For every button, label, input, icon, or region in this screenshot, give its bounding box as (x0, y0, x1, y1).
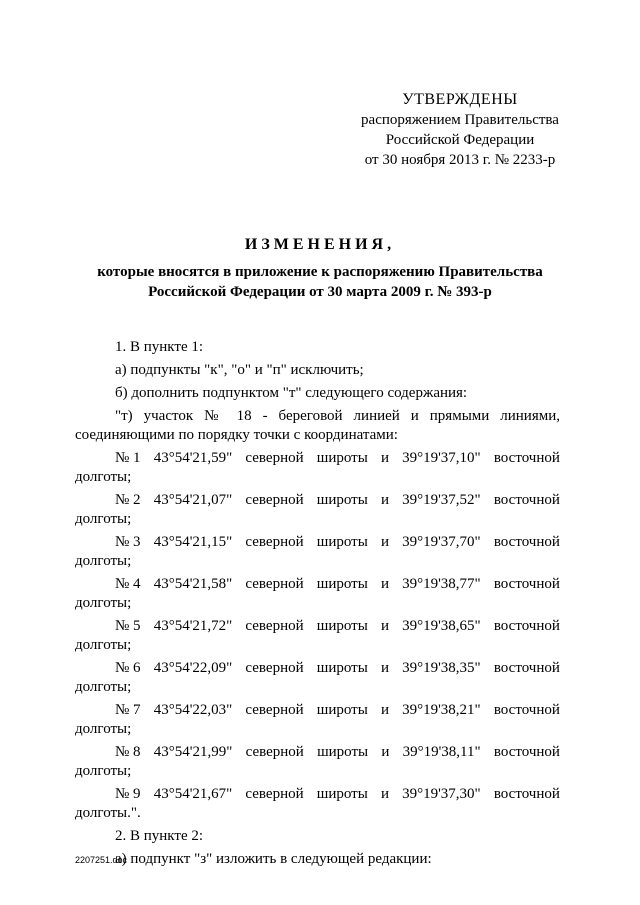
latitude: 43°54'21,07" (153, 492, 233, 508)
word-north: северной (245, 744, 304, 760)
word-north: северной (245, 450, 304, 466)
coordinate-row (75, 659, 560, 697)
word-latitude: широты (316, 786, 368, 802)
coordinate-row (75, 533, 560, 571)
coordinate-tail: долготы; (75, 469, 132, 485)
coordinate-tail: долготы; (75, 637, 132, 653)
word-and: и (380, 492, 389, 508)
word-latitude: широты (316, 618, 368, 634)
point-number: № 2 (115, 492, 141, 508)
paragraph: а) подпункты "к", "о" и "п" исключить; (115, 362, 364, 378)
word-north: северной (245, 702, 304, 718)
coordinate-row (75, 575, 560, 613)
word-latitude: широты (316, 576, 368, 592)
latitude: 43°54'21,59" (153, 450, 233, 466)
word-and: и (380, 660, 389, 676)
latitude: 43°54'22,09" (153, 660, 233, 676)
longitude: 39°19'37,30" (402, 786, 481, 802)
word-east: восточной (493, 786, 560, 802)
document-subtitle: которые вносятся в приложение к распоряжению Правительства Российской Федерации от 30 марта 2009 г. № 393-р (97, 264, 543, 300)
word-north: северной (245, 786, 304, 802)
latitude: 43°54'21,58" (153, 576, 233, 592)
point-number: № 6 (115, 660, 141, 676)
longitude: 39°19'38,35" (402, 660, 481, 676)
point-number: № 5 (115, 618, 141, 634)
coordinate-tail: долготы; (75, 679, 132, 695)
point-number: № 4 (115, 576, 141, 592)
longitude: 39°19'37,70" (402, 534, 481, 550)
word-and: и (381, 744, 390, 760)
document-body (75, 338, 560, 873)
approval-line: от 30 ноября 2013 г. № 2233-р (364, 152, 556, 168)
word-east: восточной (493, 702, 560, 718)
coordinate-tail: долготы; (75, 595, 132, 611)
longitude: 39°19'38,21" (402, 702, 481, 718)
footer-filename: 2207251.doc (75, 855, 128, 865)
word-north: северной (245, 660, 304, 676)
longitude: 39°19'38,77" (402, 576, 481, 592)
point-number: № 8 (115, 744, 141, 760)
word-east: восточной (493, 576, 560, 592)
word-north: северной (245, 618, 304, 634)
word-latitude: широты (316, 492, 368, 508)
coordinate-row (75, 449, 560, 487)
approval-line: распоряжением Правительства (361, 112, 559, 128)
word-north: северной (245, 534, 304, 550)
point-number: № 9 (115, 786, 141, 802)
word-latitude: широты (316, 450, 368, 466)
coordinate-tail: долготы.". (75, 805, 141, 821)
document-title: ИЗМЕНЕНИЯ, (244, 236, 396, 253)
word-and: и (380, 450, 389, 466)
word-north: северной (245, 576, 304, 592)
point-number: № 3 (115, 534, 141, 550)
word-latitude: широты (316, 660, 368, 676)
paragraph: 2. В пункте 2: (115, 828, 204, 844)
coordinate-row (75, 743, 560, 781)
point-number: № 7 (115, 702, 141, 718)
word-east: восточной (493, 618, 560, 634)
coordinate-row (75, 617, 560, 655)
coordinate-row (75, 701, 560, 739)
latitude: 43°54'21,67" (153, 786, 233, 802)
approval-line: Российской Федерации (385, 132, 535, 148)
approval-heading: УТВЕРЖДЕНЫ (402, 91, 518, 108)
approval-block (330, 90, 590, 170)
word-and: и (380, 618, 389, 634)
paragraph: "т) участок № 18 - береговой линией и прямыми линиями, соединяющими по порядку точки с координатами: (75, 408, 560, 443)
longitude: 39°19'37,10" (402, 450, 481, 466)
word-latitude: широты (316, 702, 368, 718)
word-and: и (380, 534, 389, 550)
word-and: и (380, 576, 389, 592)
coordinate-row (75, 785, 560, 823)
word-east: восточной (493, 534, 560, 550)
word-and: и (380, 702, 389, 718)
latitude: 43°54'21,72" (153, 618, 233, 634)
coordinate-list (75, 449, 560, 823)
word-east: восточной (493, 744, 560, 760)
word-latitude: широты (316, 534, 368, 550)
coordinate-tail: долготы; (75, 721, 132, 737)
coordinate-tail: долготы; (75, 553, 132, 569)
coordinate-row (75, 491, 560, 529)
longitude: 39°19'38,11" (402, 744, 481, 760)
word-latitude: широты (317, 744, 369, 760)
paragraph: а) подпункт "з" изложить в следующей редакции: (115, 851, 432, 867)
paragraph: б) дополнить подпунктом "т" следующего содержания: (115, 385, 468, 401)
paragraph: 1. В пункте 1: (115, 339, 204, 355)
word-east: восточной (493, 660, 560, 676)
word-east: восточной (493, 450, 560, 466)
point-number: № 1 (115, 450, 141, 466)
latitude: 43°54'21,99" (153, 744, 233, 760)
word-east: восточной (493, 492, 560, 508)
latitude: 43°54'21,15" (153, 534, 233, 550)
coordinate-tail: долготы; (75, 511, 132, 527)
word-and: и (380, 786, 389, 802)
longitude: 39°19'37,52" (402, 492, 481, 508)
word-north: северной (245, 492, 304, 508)
longitude: 39°19'38,65" (402, 618, 481, 634)
coordinate-tail: долготы; (75, 763, 132, 779)
latitude: 43°54'22,03" (153, 702, 233, 718)
